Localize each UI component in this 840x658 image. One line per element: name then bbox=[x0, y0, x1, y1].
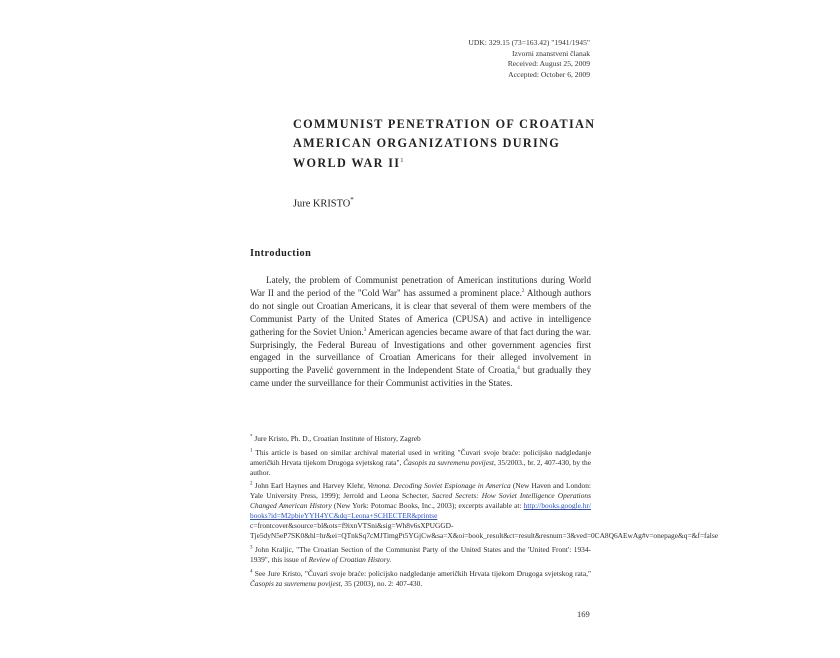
intro-paragraph bbox=[250, 274, 591, 390]
footnote-text: This article is based on similar archival material used in writing "Čuvari svoje braće: policijsko nadgledanje američkih Hrvata tijekom Drugoga svjetskog rata", bbox=[250, 447, 591, 467]
footnotes bbox=[250, 434, 718, 592]
footnote-source: Review of Croatian History. bbox=[308, 555, 392, 565]
google-books-link[interactable]: http://books.google.hr/books?id=M2pbieYYH4YC&dq=Leona+SCHECTER&printse bbox=[250, 501, 591, 521]
footnote-mark: 1 bbox=[250, 448, 253, 454]
section-heading: Introduction bbox=[250, 248, 312, 259]
footnote-mark: * bbox=[250, 434, 253, 440]
footnote-mark: 2 bbox=[250, 481, 253, 487]
title-line-1: COMMUNIST PENETRATION OF CROATIAN bbox=[293, 117, 596, 131]
footnote-3 bbox=[250, 545, 591, 565]
footnote-text: (New York: Potomac Books, Inc., 2003); excerpts available at: bbox=[333, 501, 522, 511]
footnote-tail: 35/2003., br. 2, 407-430, by the author. bbox=[250, 457, 591, 477]
title-footnote-mark: 1 bbox=[400, 158, 404, 164]
author-name: Jure KRISTO bbox=[293, 198, 351, 210]
sentence-3: American agencies became aware of that fact during the war. Surprisingly, the Federal Bureau of Investigations and other government agencies first engaged in the surveillance of Croatian Americans for their alleged involvement in supporting the Pavelić government in the Independent State of Croatia, bbox=[250, 326, 591, 376]
footnote-text: John Kraljic, "The Croatian Section of the Communist Party of the United States and the 'United Front': 1934-1939", this issue of bbox=[250, 544, 591, 565]
book-title-sacred-secrets: Sacred Secrets: How Soviet Intelligence Operations Changed American History bbox=[250, 491, 591, 511]
footnote-ref-4: 4 bbox=[517, 366, 520, 372]
article-metadata bbox=[468, 38, 590, 80]
sentence-4: but gradually they came under the surveillance for their Communist activities in the States. bbox=[250, 365, 591, 389]
body-text bbox=[250, 274, 591, 390]
footnote-2 bbox=[250, 481, 718, 541]
footnote-mark: 4 bbox=[250, 569, 253, 575]
page-number: 169 bbox=[577, 609, 590, 619]
footnote-text: Jure Kristo, Ph. D., Croatian Institute of History, Zagreb bbox=[254, 434, 421, 443]
article-type: Izvorni znanstveni članak bbox=[511, 48, 590, 58]
footnote-tail: 35 (2003), no. 2: 407-430. bbox=[344, 578, 423, 588]
footnote-source: Časopis za suvremenu povijest, bbox=[250, 578, 343, 588]
author-line bbox=[293, 196, 354, 209]
footnote-ref-3: 3 bbox=[363, 327, 367, 333]
received-date: Received: August 25, 2009 bbox=[507, 59, 590, 69]
footnote-1 bbox=[250, 448, 591, 478]
udk-code: UDK: 329.15 (73=163.42) "1941/1945" bbox=[468, 38, 590, 47]
footnote-ref-2: 2 bbox=[521, 288, 525, 294]
footnote-author bbox=[250, 434, 591, 444]
footnote-text: (New Haven and London: Yale University Press, 1999); Jerrold and Leona Schecter, bbox=[250, 481, 591, 501]
footnote-source: Časopis za suvremenu povijest, bbox=[403, 457, 496, 467]
footnote-4 bbox=[250, 569, 591, 589]
footnote-text: John Earl Haynes and Harvey Klehr, bbox=[254, 481, 366, 491]
sentence-2: Although authors do not single out Croatian Americans, it is clear that several of them were members of the Communist Party of the United States of America (CPUSA) and active in intelligence gathering for the Soviet Union. bbox=[250, 287, 591, 337]
footnote-text: See Jure Kristo, "Čuvari svoje braće: policijsko nadgledanje američkih Hrvata tijekom Drugoga svjetskog rata," bbox=[254, 568, 591, 578]
title-line-2: AMERICAN ORGANIZATIONS DURING bbox=[293, 135, 561, 150]
author-footnote-mark: * bbox=[350, 196, 354, 204]
title-line-3-text: WORLD WAR II bbox=[293, 156, 401, 171]
title-line-3 bbox=[293, 152, 613, 173]
article-title bbox=[293, 115, 613, 173]
footnote-mark: 3 bbox=[250, 545, 253, 551]
book-title-venona: Venona. Decoding Soviet Espionage in America bbox=[367, 481, 511, 491]
sentence-1: Lately, the problem of Communist penetration of American institutions during World War II and the period of the "Cold War" has assumed a prominent place. bbox=[250, 275, 591, 298]
accepted-date: Accepted: October 6, 2009 bbox=[508, 69, 590, 79]
link-continuation: c=frontcover&source=bl&ots=f9ixnVTSni&sig=Wh8v6sXPUGGD-Tje5dyN5eP7SK0&hl=hr&ei=QTnkSq7cMJTimgPt5YGjCw&sa=X&oi=book_result&ct=result&resnum=3&ved=0CA8Q6AEwAg#v=onepage&q=&f=false bbox=[250, 521, 718, 541]
